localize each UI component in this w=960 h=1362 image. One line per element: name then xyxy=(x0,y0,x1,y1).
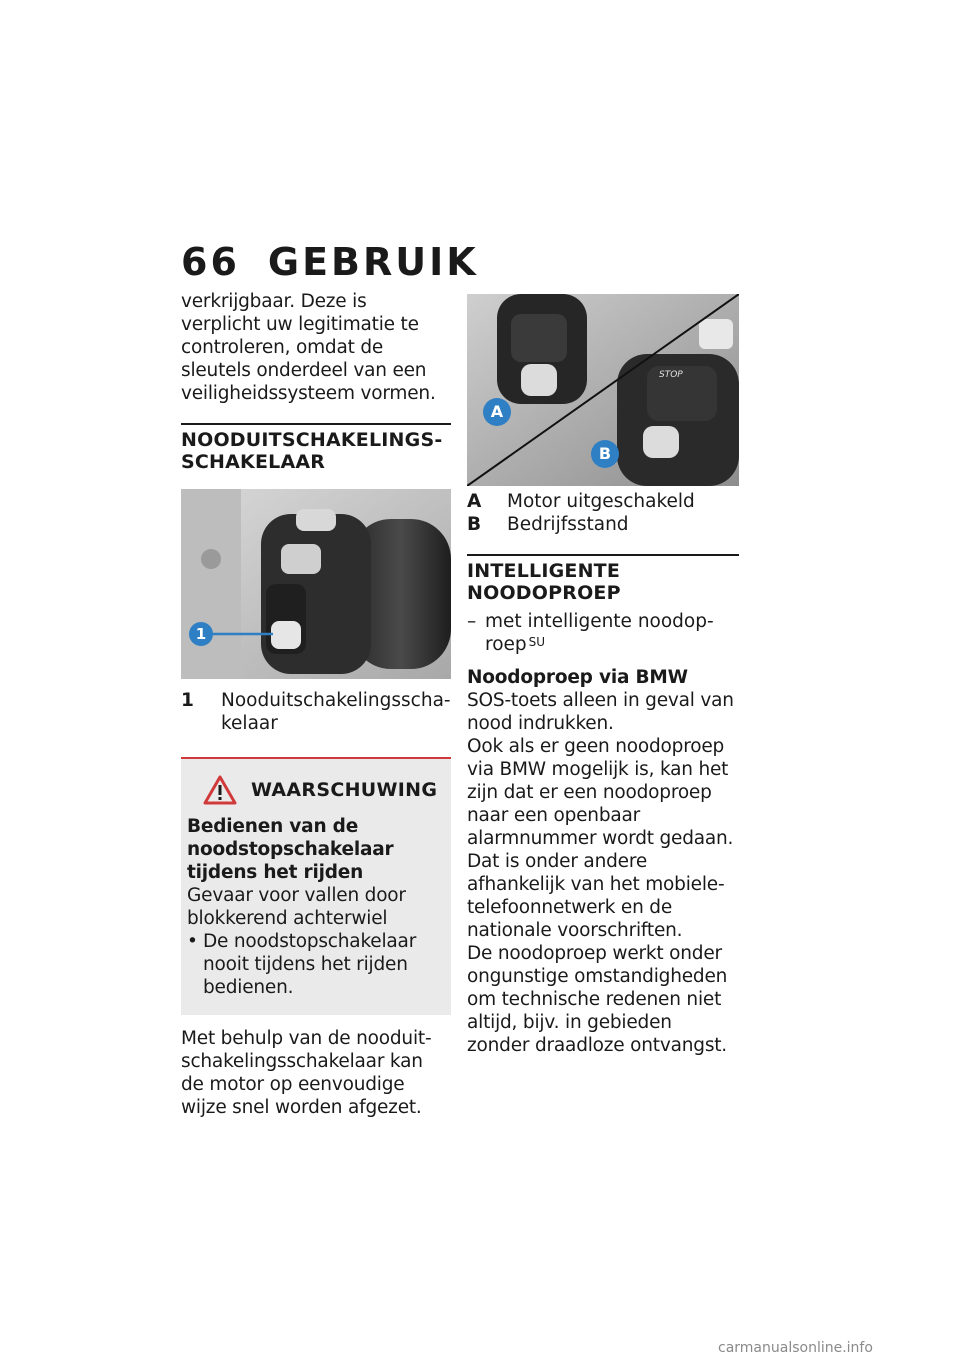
equipment-note-text xyxy=(485,610,739,656)
section-title-intelligent-call: INTELLIGENTE NOODOPROEP xyxy=(467,560,621,604)
warning-header xyxy=(187,775,445,805)
figure-label-stop: STOP xyxy=(659,370,683,380)
warning-bullet xyxy=(187,930,445,999)
equipment-note xyxy=(467,610,739,656)
page-header xyxy=(181,240,479,284)
left-column xyxy=(181,290,451,1119)
sub-heading: Noodoproep via BMW xyxy=(467,667,688,688)
legend-item xyxy=(467,513,739,536)
paragraph-limitations: De noodoproep werkt onder ongunstige omstandigheden om technische redenen niet altijd, bijv. in gebieden zonder draadloze ontvangst. xyxy=(467,943,728,1056)
dash-marker: – xyxy=(467,611,477,632)
legend-key: 1 xyxy=(181,690,194,711)
right-column xyxy=(467,294,739,1057)
page-number: 66 xyxy=(181,240,240,284)
paragraph-public-call: Ook als er geen noodoproep via BMW mogelijk is, kan het zijn dat er een noodoproep naar een openbaar alarmnummer wordt gedaan. Dat is onder andere afhankelijk van het mobiele-telefoonnetwerk en de nationale voorschriften. xyxy=(467,736,734,941)
chapter-title: GEBRUIK xyxy=(267,240,479,284)
intro-paragraph: verkrijgbaar. Deze is verplicht uw legitimatie te controleren, omdat de sleutels onderdeel van een veiligheidssysteem vormen. xyxy=(181,291,436,404)
footer-watermark: carmanualsonline.info xyxy=(718,1340,873,1356)
handlebar-switch-illustration xyxy=(181,489,451,679)
legend-value: Motor uitgeschakeld xyxy=(507,491,695,512)
paragraph-sos: SOS-toets alleen in geval van nood indrukken. xyxy=(467,690,734,734)
figure-callout-b: B xyxy=(598,444,612,463)
bullet-dot: • xyxy=(187,931,198,952)
section-title-emergency-switch: NOODUITSCHAKELINGSSCHAKELAAR xyxy=(181,429,443,473)
warning-bullet-text: De noodstopschakelaar nooit tijdens het rijden bedienen. xyxy=(203,931,417,998)
legend-value: Nooduitschakelingsschakelaar xyxy=(221,690,451,734)
warning-triangle-icon xyxy=(203,775,237,805)
legend-item xyxy=(181,689,451,735)
figure-callout-a: A xyxy=(490,402,504,421)
outro-paragraph: Met behulp van de nooduitschakelingsschakelaar kan de motor op eenvoudige wijze snel worden afgezet. xyxy=(181,1028,432,1118)
warning-text: Gevaar voor vallen door blokkerend achterwiel xyxy=(187,885,406,929)
figure-callout-1: 1 xyxy=(195,625,207,643)
warning-box xyxy=(181,757,451,1015)
warning-heading: Bedienen van de noodstopschakelaar tijdens het rijden xyxy=(187,816,394,883)
switch-positions-photo xyxy=(467,294,739,486)
legend-value: Bedrijfsstand xyxy=(507,514,629,535)
legend-key: B xyxy=(467,514,482,535)
legend-key: A xyxy=(467,491,482,512)
emergency-switch-photo xyxy=(181,489,451,679)
equipment-note-label: met intelligente noodoproep xyxy=(485,611,714,655)
warning-title: WAARSCHUWING xyxy=(251,779,438,801)
legend-item xyxy=(467,490,739,513)
equipment-code: SU xyxy=(528,635,546,649)
